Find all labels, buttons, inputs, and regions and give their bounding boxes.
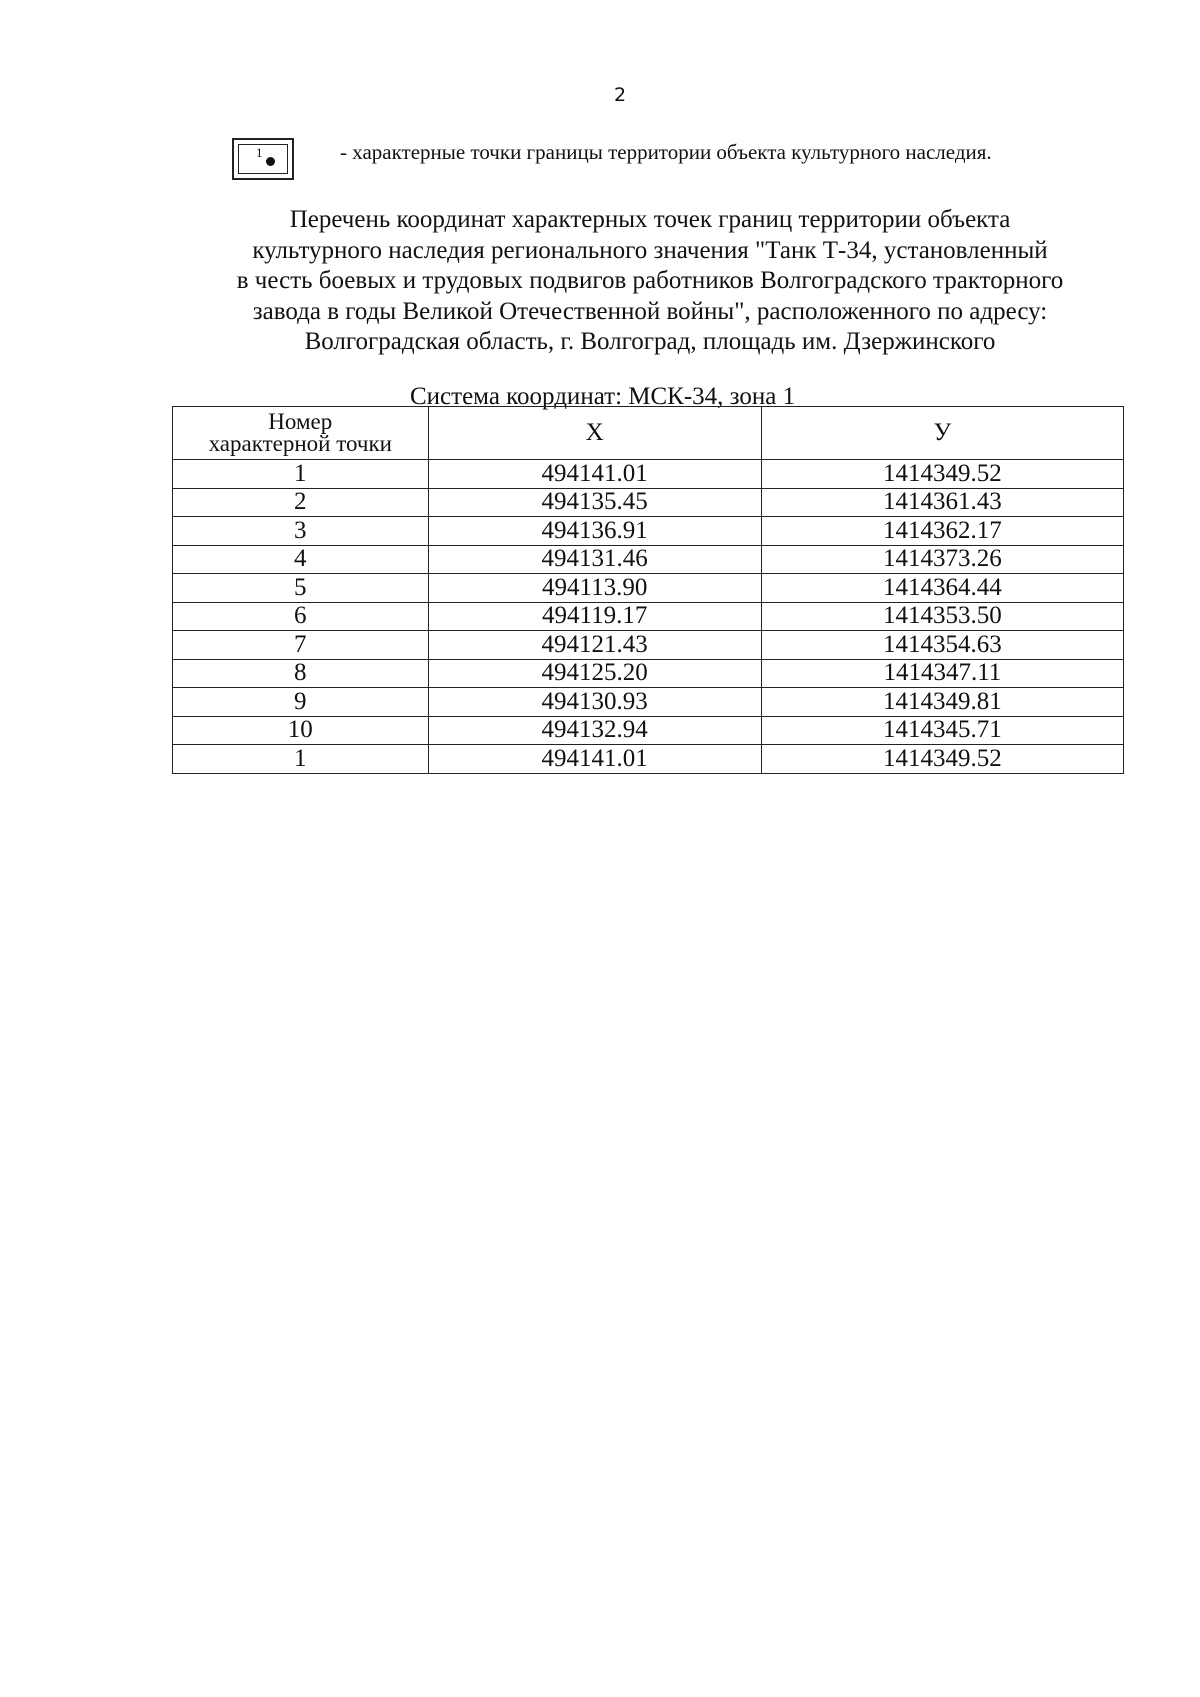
table-body	[173, 460, 1124, 774]
cell-point: 2	[173, 488, 429, 517]
cell-y: 1414353.50	[761, 602, 1123, 631]
legend-symbol-frame	[238, 144, 288, 174]
table-row	[173, 745, 1124, 774]
header-y: У	[761, 407, 1123, 460]
heading-line: культурного наследия регионального значения "Танк Т-34, установленный	[252, 236, 1048, 264]
cell-y: 1414362.17	[761, 517, 1123, 546]
cell-y: 1414349.52	[761, 745, 1123, 774]
header-point-line1: Номер	[268, 409, 333, 434]
cell-point: 10	[173, 716, 429, 745]
heading-line: в честь боевых и трудовых подвигов работников Волгоградского тракторного	[236, 267, 1064, 294]
heading-line: завода в годы Великой Отечественной войны", расположенного по адресу:	[252, 297, 1048, 325]
boundary-point-icon	[232, 138, 294, 180]
cell-y: 1414354.63	[761, 631, 1123, 660]
table-row	[173, 631, 1124, 660]
table-header-row	[173, 407, 1124, 460]
header-point-line2: характерной точки	[208, 431, 392, 456]
cell-point: 4	[173, 545, 429, 574]
cell-x: 494119.17	[428, 602, 761, 631]
cell-x: 494141.01	[428, 745, 761, 774]
cell-y: 1414347.11	[761, 659, 1123, 688]
coordinates-table	[172, 406, 1124, 774]
cell-x: 494135.45	[428, 488, 761, 517]
legend-text: - характерные точки границы территории объекта культурного наследия.	[340, 140, 992, 164]
cell-point: 1	[173, 460, 429, 489]
cell-y: 1414373.26	[761, 545, 1123, 574]
cell-point: 6	[173, 602, 429, 631]
cell-x: 494136.91	[428, 517, 761, 546]
table-row	[173, 488, 1124, 517]
table-row	[173, 602, 1124, 631]
cell-x: 494113.90	[428, 574, 761, 603]
cell-point: 9	[173, 688, 429, 717]
cell-point: 1	[173, 745, 429, 774]
document-heading	[150, 205, 1150, 358]
coordinate-system-caption: Система координат: МСК-34, зона 1	[410, 383, 796, 410]
cell-x: 494121.43	[428, 631, 761, 660]
cell-x: 494132.94	[428, 716, 761, 745]
cell-y: 1414345.71	[761, 716, 1123, 745]
heading-line: Волгоградская область, г. Волгоград, площадь им. Дзержинского	[304, 328, 996, 355]
page-number: 2	[613, 84, 627, 106]
cell-point: 5	[173, 574, 429, 603]
table-row	[173, 460, 1124, 489]
cell-point: 3	[173, 517, 429, 546]
table-row	[173, 688, 1124, 717]
heading-line: Перечень координат характерных точек границ территории объекта	[289, 206, 1011, 233]
cell-point: 7	[173, 631, 429, 660]
legend-symbol-number: 1	[256, 145, 263, 160]
table-row	[173, 545, 1124, 574]
table-row	[173, 659, 1124, 688]
cell-y: 1414364.44	[761, 574, 1123, 603]
header-x: Х	[428, 407, 761, 460]
cell-x: 494131.46	[428, 545, 761, 574]
cell-x: 494141.01	[428, 460, 761, 489]
header-point-number	[173, 407, 429, 460]
cell-y: 1414349.52	[761, 460, 1123, 489]
point-dot-icon	[266, 157, 275, 166]
cell-x: 494130.93	[428, 688, 761, 717]
cell-point: 8	[173, 659, 429, 688]
table-row	[173, 716, 1124, 745]
cell-x: 494125.20	[428, 659, 761, 688]
cell-y: 1414361.43	[761, 488, 1123, 517]
table-row	[173, 574, 1124, 603]
table-row	[173, 517, 1124, 546]
legend	[232, 138, 1132, 182]
cell-y: 1414349.81	[761, 688, 1123, 717]
